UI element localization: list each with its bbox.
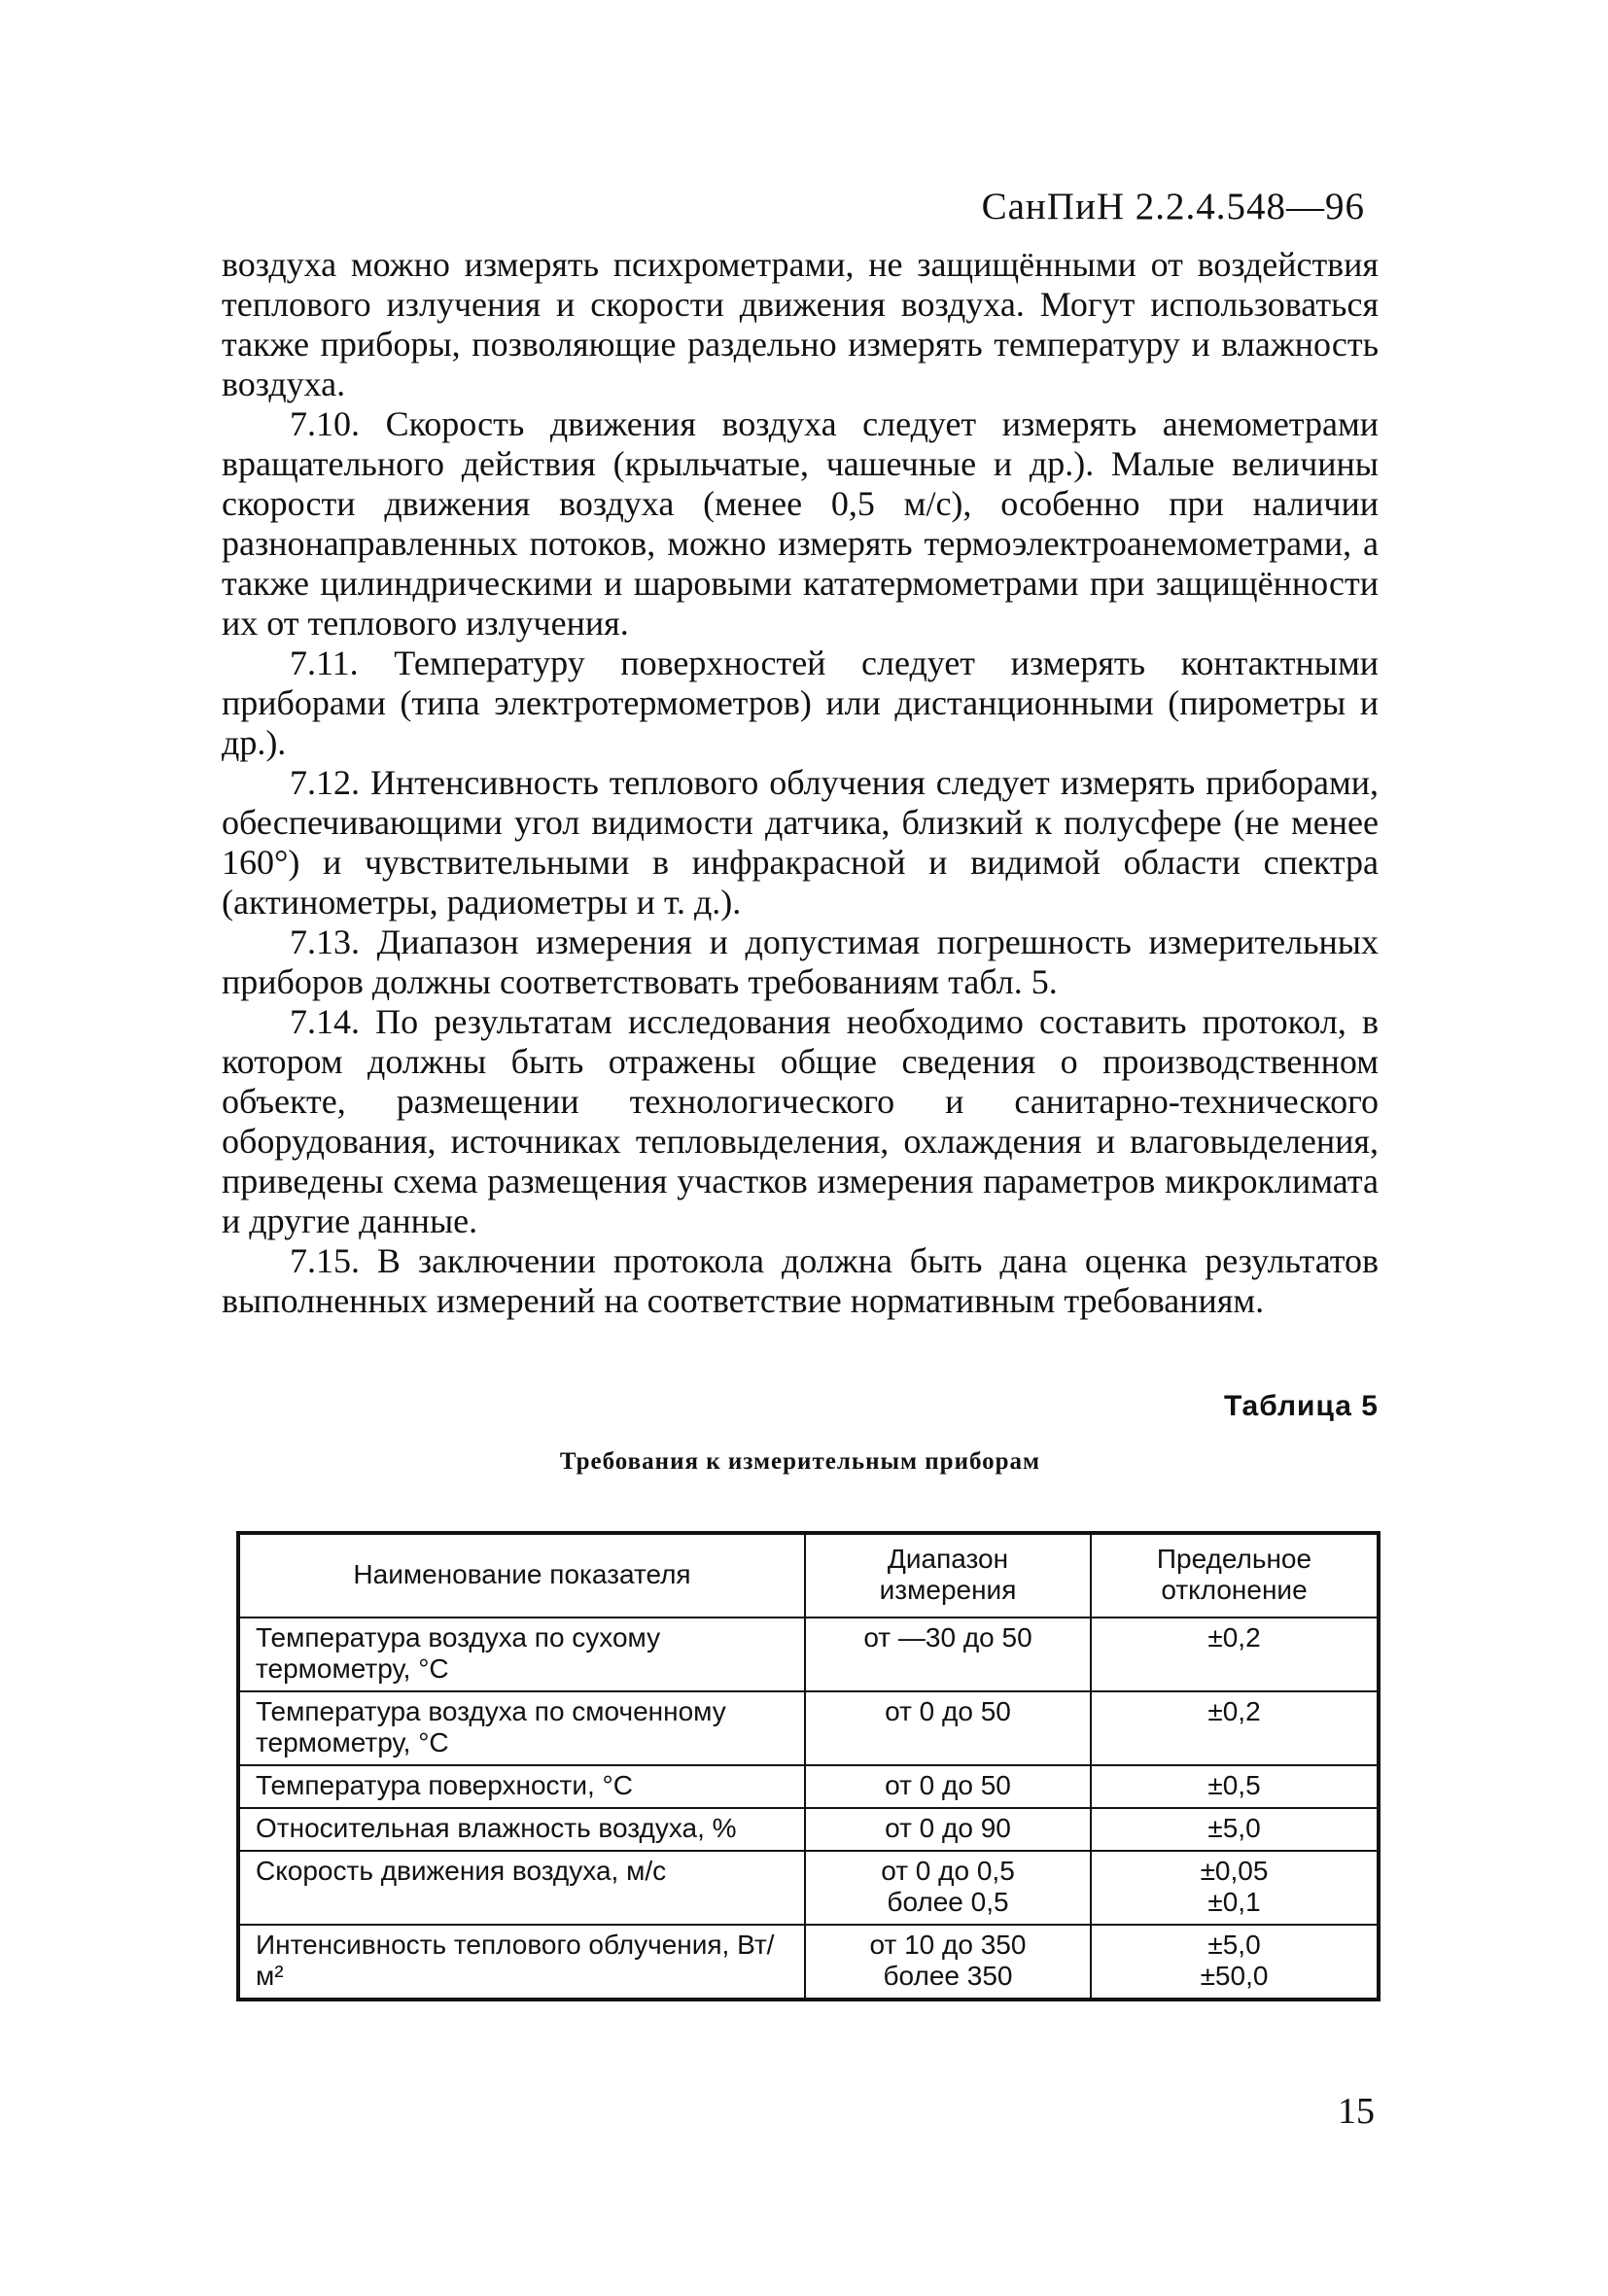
deviation-value: ±5,0 <box>1207 1930 1261 1960</box>
cell-name: Относительная влажность воздуха, % <box>238 1808 805 1851</box>
table-header-row <box>238 1533 1379 1618</box>
cell-range <box>805 1765 1091 1808</box>
deviation-value: ±50,0 <box>1200 1961 1269 1991</box>
cell-name: Интенсивность теплового облучения, Вт/м² <box>238 1925 805 2000</box>
cell-name: Температура воздуха по сухому термометру, °С <box>238 1618 805 1691</box>
cell-range <box>805 1851 1091 1925</box>
range-value: от —30 до 50 <box>863 1622 1032 1652</box>
range-value: более 0,5 <box>887 1887 1009 1917</box>
paragraph-7-14: 7.14. По результатам исследования необходимо составить протокол, в котором должны быть отражены общие сведения о производственном объекте, размещении технологического и санитарно-технического оборудования, источниках тепловыделения, охлаждения и влаговыделения, приведены схема размещения участков измерения параметров микроклимата и другие данные. <box>222 1002 1379 1240</box>
paragraph-7-13: 7.13. Диапазон измерения и допустимая погрешность измерительных приборов должны соответствовать требованиям табл. 5. <box>222 922 1379 1001</box>
table-label: Таблица 5 <box>1223 1390 1379 1422</box>
requirements-table <box>236 1531 1381 2001</box>
range-value: более 350 <box>883 1961 1013 1991</box>
table-row <box>238 1691 1379 1765</box>
paragraph-7-15: 7.15. В заключении протокола должна быть дана оценка результатов выполненных измерений на соответствие нормативным требованиям. <box>222 1241 1379 1320</box>
header-deviation: Предельное отклонение <box>1091 1533 1379 1618</box>
deviation-value: ±0,2 <box>1207 1622 1261 1652</box>
cell-deviation <box>1091 1618 1379 1691</box>
table-row <box>238 1925 1379 2000</box>
cell-range <box>805 1618 1091 1691</box>
range-value: от 0 до 50 <box>885 1696 1011 1726</box>
deviation-value: ±5,0 <box>1207 1813 1261 1843</box>
cell-deviation <box>1091 1925 1379 2000</box>
range-value: от 0 до 50 <box>885 1770 1011 1800</box>
range-value: от 10 до 350 <box>869 1930 1027 1960</box>
cell-name: Скорость движения воздуха, м/с <box>238 1851 805 1925</box>
cell-name: Температура поверхности, °С <box>238 1765 805 1808</box>
deviation-value: ±0,5 <box>1207 1770 1261 1800</box>
cell-range <box>805 1691 1091 1765</box>
range-value: от 0 до 90 <box>885 1813 1011 1843</box>
table-row <box>238 1808 1379 1851</box>
cell-deviation <box>1091 1691 1379 1765</box>
paragraph-continuation: воздуха можно измерять психрометрами, не защищёнными от воздействия теплового излучения и скорости движения воздуха. Могут использоваться также приборы, позволяющие раздельно измерять температуру и влажность воздуха. <box>222 245 1379 403</box>
header-range: Диапазон измерения <box>805 1533 1091 1618</box>
cell-range <box>805 1808 1091 1851</box>
cell-deviation <box>1091 1765 1379 1808</box>
deviation-value: ±0,2 <box>1207 1696 1261 1726</box>
running-header: СанПиН 2.2.4.548—96 <box>981 186 1365 227</box>
range-value: от 0 до 0,5 <box>881 1856 1015 1886</box>
cell-name: Температура воздуха по смоченному термометру, °С <box>238 1691 805 1765</box>
paragraph-7-12: 7.12. Интенсивность теплового облучения следует измерять приборами, обеспечивающими угол видимости датчика, близкий к полусфере (не менее 160°) и чувствительными в инфракрасной и видимой области спектра (актинометры, радиометры и т. д.). <box>222 763 1379 922</box>
page-number: 15 <box>1338 2091 1375 2132</box>
table-row <box>238 1618 1379 1691</box>
table-row <box>238 1765 1379 1808</box>
body-text <box>222 245 1379 1321</box>
cell-range <box>805 1925 1091 2000</box>
cell-deviation <box>1091 1851 1379 1925</box>
paragraph-7-11: 7.11. Температуру поверхностей следует измерять контактными приборами (типа электротермометров) или дистанционными (пирометры и др.). <box>222 644 1379 762</box>
deviation-value: ±0,1 <box>1207 1887 1261 1917</box>
deviation-value: ±0,05 <box>1200 1856 1269 1886</box>
table-row <box>238 1851 1379 1925</box>
paragraph-7-10: 7.10. Скорость движения воздуха следует измерять анемометрами вращательного действия (крыльчатые, чашечные и др.). Малые величины скорости движения воздуха (менее 0,5 м/с), особенно при наличии разнонаправленных потоков, можно измерять термоэлектроанемометрами, а также цилиндрическими и шаровыми кататермометрами при защищённости их от теплового излучения. <box>222 404 1379 643</box>
cell-deviation <box>1091 1808 1379 1851</box>
header-name: Наименование показателя <box>238 1533 805 1618</box>
table-title: Требования к измерительным приборам <box>559 1448 1041 1475</box>
